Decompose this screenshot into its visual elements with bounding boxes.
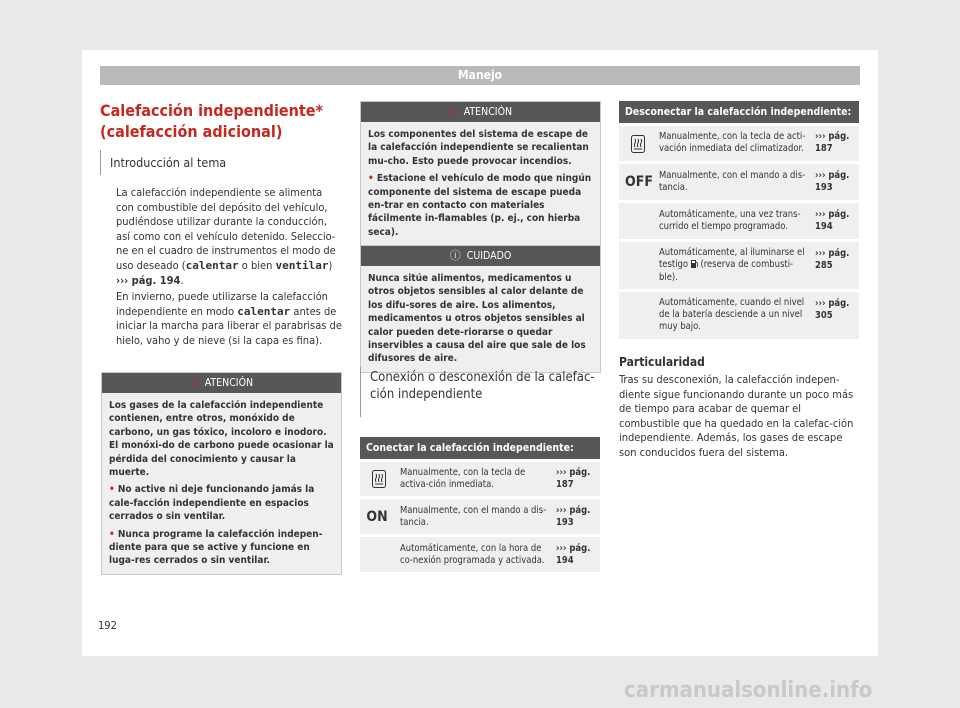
row-page-ref[interactable]: ››› pág. 305 bbox=[815, 298, 850, 322]
warning-header-2 bbox=[361, 102, 600, 122]
warning-heading-1: ATENCIÓN bbox=[204, 377, 254, 389]
row-desc: Automáticamente, una vez trans‐currido el tiempo programado. bbox=[659, 209, 801, 233]
mode-ventilar: ventilar bbox=[275, 258, 329, 272]
row-page-ref[interactable]: ››› pág. 194 bbox=[815, 209, 850, 233]
page-title: Calefacción independiente* (calefacción adicional) bbox=[100, 101, 324, 141]
row-desc: Manualmente, con el mando a dis‐tancia. bbox=[400, 505, 547, 529]
caution-header bbox=[361, 246, 600, 266]
row-desc-b: (reserva de combusti‐ble). bbox=[659, 259, 794, 284]
caution-body bbox=[361, 266, 600, 372]
row-desc: Manualmente, con la tecla de activa‐ción inmediata. bbox=[400, 467, 526, 491]
row-page-ref[interactable]: ››› pág. 187 bbox=[815, 131, 850, 155]
table-row bbox=[360, 496, 600, 534]
warning-box-1 bbox=[101, 372, 342, 575]
heater-button-icon bbox=[366, 462, 392, 496]
subtitle: Introducción al tema bbox=[110, 155, 227, 170]
connect-table-heading: Conectar la calefacción independiente: bbox=[360, 437, 600, 459]
table-row bbox=[619, 161, 859, 200]
row-page-ref[interactable]: ››› pág. 194 bbox=[556, 543, 591, 567]
row-page-ref[interactable]: ››› pág. 193 bbox=[556, 505, 591, 529]
table-row bbox=[619, 200, 859, 239]
row-desc: Manualmente, con el mando a dis‐tancia. bbox=[659, 170, 806, 194]
warning-box-2 bbox=[360, 101, 601, 246]
table-row bbox=[619, 123, 859, 161]
caution-box bbox=[360, 245, 601, 373]
warning-triangle-icon: ⚠ bbox=[448, 105, 458, 118]
disconnect-table-heading: Desconectar la calefacción independiente: bbox=[619, 101, 859, 123]
table-row bbox=[360, 459, 600, 496]
fuel-pump-icon bbox=[691, 259, 698, 272]
watermark: carmanualsonline.info bbox=[624, 678, 873, 703]
row-desc: Automáticamente, cuando el nivel de la batería desciende a un nivel muy bajo. bbox=[659, 297, 805, 333]
warning-bullet-1: • No active ni deje funcionando jamás la cale‐facción independiente en espacios cerrados o sin ventilar. bbox=[109, 484, 315, 523]
table-row bbox=[619, 239, 859, 289]
intro-p2-a: En invierno, puede utilizarse la calefacción independiente en modo bbox=[116, 290, 328, 318]
caution-heading: CUIDADO bbox=[466, 250, 512, 262]
disconnect-table bbox=[619, 101, 859, 339]
intro-p1-b: o bien bbox=[238, 258, 276, 272]
bullet-text: Nunca programe la calefacción indepen‐diente para que se active y funcione en luga‐res cerrados o sin ventilar. bbox=[109, 528, 323, 567]
connect-table bbox=[360, 437, 600, 572]
caution-circle-icon: ⓘ bbox=[449, 249, 461, 262]
warning-triangle-icon: ⚠ bbox=[189, 376, 199, 389]
mode-calentar: calentar bbox=[185, 258, 239, 272]
section-bar bbox=[360, 367, 361, 417]
row-desc bbox=[659, 247, 809, 285]
mode-calentar-2: calentar bbox=[237, 304, 291, 318]
heater-button-icon bbox=[625, 126, 651, 161]
warning-text-1: Los gases de la calefacción independiente contienen, entre otros, monóxido de carbono, un gas tóxico, incoloro e inodoro. El monóxi‐do de carbono puede ocasionar la pérdida del conocimiento y causar la muerte. bbox=[109, 400, 334, 479]
running-header: Manejo bbox=[100, 66, 860, 85]
row-desc: Automáticamente, con la hora de co‐nexión programada y activada. bbox=[400, 543, 545, 567]
row-page-ref[interactable]: ››› pág. 193 bbox=[815, 170, 850, 194]
table-row bbox=[360, 534, 600, 572]
warning-header-1 bbox=[102, 373, 341, 393]
on-icon: ON bbox=[366, 508, 388, 525]
warning-bullet-3: • Estacione el vehículo de modo que ningún componente del sistema de escape pueda en‐trar en contacto con materiales fácilmente in‐flamables (p. ej., con hierba seca). bbox=[368, 173, 592, 238]
intro-p1-a: La calefacción independiente se alimenta con combustible del depósito del vehículo, pudiéndose utilizar durante la conducción, así como con el vehículo detenido. Seleccio‐ne en el cuadro de instrumentos el modo de uso deseado ( bbox=[116, 186, 336, 272]
intro-text: La calefacción independiente se alimenta con combustible del depósito del vehículo, pudiéndose utilizar durante la conducción, así como con el vehículo detenido. Seleccio‐ne en el cuadro de instrumentos el modo de uso deseado (calentar o bien ventilar) ››› pág. 194. En invierno, puede utilizarse la calefacción independiente en modo calentar antes de iniciar la marcha para liberar el parabrisas de hielo, vaho y de nieve (si la capa es fina). bbox=[116, 186, 342, 347]
page-number: 192 bbox=[98, 619, 117, 632]
table-row bbox=[619, 289, 859, 339]
warning-bullet-2: • Nunca programe la calefacción indepen‐diente para que se active y funcione en luga‐res cerrados o sin ventilar. bbox=[109, 528, 323, 567]
caution-text: Nunca sitúe alimentos, medicamentos u otros objetos sensibles al calor delante de los difu‐sores de aire. Los alimentos, medicamentos u otros objetos sensibles al calor pueden dete‐riorarse o quedar inservibles a causa del aire que sale de los difusores de aire. bbox=[368, 273, 586, 365]
warning-heading-2: ATENCIÓN bbox=[463, 106, 513, 118]
off-icon: OFF bbox=[625, 174, 653, 190]
page-ref-194[interactable]: ››› pág. 194 bbox=[116, 273, 181, 287]
row-desc-a: Automáticamente, al iluminarse el testigo bbox=[659, 247, 805, 271]
row-page-ref[interactable]: ››› pág. 285 bbox=[815, 248, 850, 272]
warning-text-2: Los componentes del sistema de escape de la calefacción independiente se recalientan mu‐cho. Esto puede provocar incendios. bbox=[368, 129, 589, 167]
row-desc: Manualmente, con la tecla de acti‐vación inmediata del climatizador. bbox=[659, 131, 806, 155]
warning-body-1 bbox=[102, 393, 341, 574]
particularity-heading: Particularidad bbox=[619, 355, 705, 369]
intro-p1-c: ) bbox=[328, 258, 333, 272]
intro-p2-b: antes de iniciar la marcha para liberar el parabrisas de hielo, vaho y de nieve (si la capa es fina). bbox=[116, 304, 342, 347]
particularity-text: Tras su desconexión, la calefacción indepen‐diente sigue funcionando durante un poco más de tiempo para acabar de quemar el combustible que ha quedado en la calefac‐ción independiente. Además, los gases de escape son conducidos fuera del sistema. bbox=[619, 373, 854, 459]
warning-body-2 bbox=[361, 122, 600, 245]
row-page-ref[interactable]: ››› pág. 187 bbox=[556, 467, 591, 491]
bullet-text: Estacione el vehículo de modo que ningún componente del sistema de escape pueda en‐trar en contacto con materiales fácilmente in‐flamables (p. ej., con hierba seca). bbox=[368, 173, 592, 238]
section-heading bbox=[360, 362, 600, 426]
subtitle-bar bbox=[100, 150, 101, 175]
section-title: Conexión o desconexión de la calefac‐ción independiente bbox=[370, 370, 595, 402]
bullet-text: No active ni deje funcionando jamás la cale‐facción independiente en espacios cerrados o sin ventilar. bbox=[109, 484, 315, 523]
